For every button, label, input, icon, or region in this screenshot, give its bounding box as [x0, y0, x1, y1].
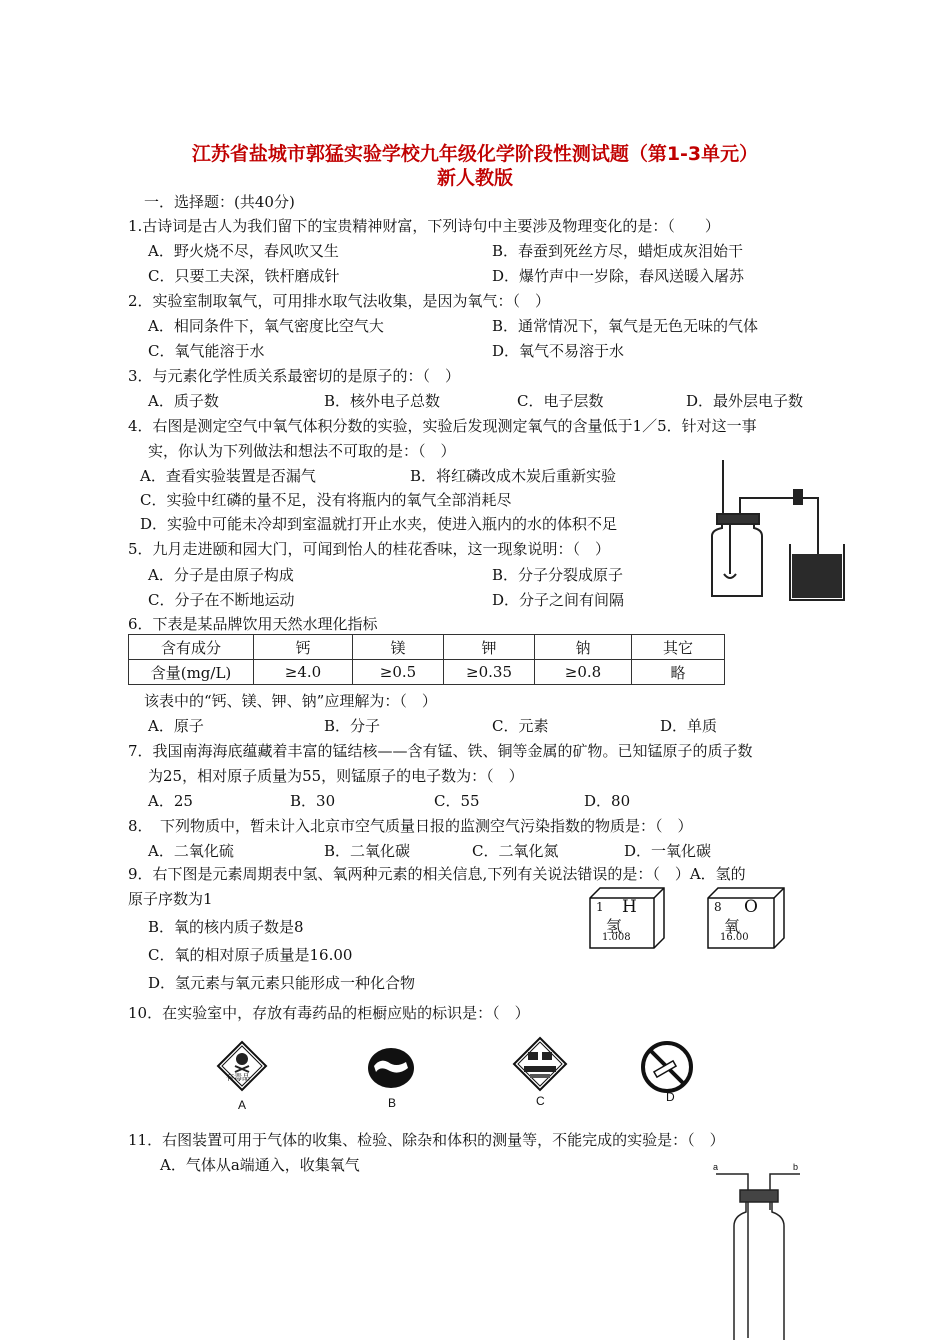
table-header-row — [129, 635, 725, 660]
q8-stem: 8． 下列物质中，暂未计入北京市空气质量日报的监测空气污染指数的物质是：（ ） — [128, 817, 693, 835]
q9-option-d: D．氢元素与氧元素只能形成一种化合物 — [148, 974, 416, 992]
table-cell: 镁 — [353, 635, 444, 660]
page-title: 江苏省盐城市郭猛实验学校九年级化学阶段性测试题（第1-3单元） — [191, 143, 759, 165]
q3-option-c: C．电子层数 — [517, 392, 604, 410]
q7-option-a: A．25 — [148, 792, 193, 810]
element-symbol: H — [622, 897, 637, 917]
sign-label-a: A — [238, 1098, 247, 1112]
q1-stem: 1.古诗词是古人为我们留下的宝贵精神财富，下列诗句中主要涉及物理变化的是：（ ） — [128, 217, 720, 235]
element-name: 氢 — [606, 917, 623, 936]
sign-label-c: C — [536, 1094, 545, 1108]
q2-option-c: C．氧气能溶于水 — [148, 342, 265, 360]
q6-follow: 该表中的“钙、镁、钾、钠”应理解为：（ ） — [144, 692, 437, 710]
element-number: 8 — [714, 900, 722, 914]
q1-option-b: B．春蚕到死丝方尽，蜡炬成灰泪始干 — [492, 242, 744, 260]
q4-stem-line2: 实，你认为下列做法和想法不可取的是：（ ） — [148, 442, 456, 460]
table-cell: ≥4.0 — [254, 660, 353, 685]
toxic-sign-icon — [216, 1040, 268, 1092]
q3-option-d: D．最外层电子数 — [686, 392, 804, 410]
q9-option-c: C．氧的相对原子质量是16.00 — [148, 946, 353, 964]
q2-option-d: D．氧气不易溶于水 — [492, 342, 625, 360]
q7-option-c: C．55 — [434, 792, 480, 810]
q5-option-a: A．分子是由原子构成 — [148, 566, 294, 584]
q3-stem: 3．与元素化学性质关系最密切的是原子的：（ ） — [128, 367, 461, 385]
element-cell-hydrogen — [588, 886, 666, 952]
q4-option-a: A．查看实验装置是否漏气 — [140, 467, 316, 485]
q5-option-d: D．分子之间有间隔 — [492, 591, 625, 609]
table-row — [129, 660, 725, 685]
sign-label-b: B — [388, 1096, 397, 1110]
toxic-sign-text: 有毒品 — [226, 1073, 250, 1082]
q5-option-c: C．分子在不断地运动 — [148, 591, 295, 609]
q8-option-b: B．二氧化碳 — [324, 842, 411, 860]
q8-option-a: A．二氧化硫 — [148, 842, 234, 860]
table-cell: 含量(mg/L) — [129, 660, 254, 685]
q5-option-b: B．分子分裂成原子 — [492, 566, 624, 584]
q10-stem: 10．在实验室中，存放有毒药品的柜橱应贴的标识是：（ ） — [128, 1004, 530, 1022]
q11-stem: 11．右图装置可用于气体的收集、检验、除杂和体积的测量等，不能完成的实验是：（ ） — [128, 1131, 725, 1149]
q4-option-b: B．将红磷改成木炭后重新实验 — [410, 467, 617, 485]
q11-option-a: A．气体从a端通入，收集氧气 — [160, 1156, 360, 1174]
q7-option-b: B．30 — [290, 792, 336, 810]
q8-option-c: C．二氧化氮 — [472, 842, 559, 860]
port-a-label: a — [713, 1162, 719, 1172]
section-heading: 一．选择题：(共40分) — [144, 193, 295, 211]
page-subtitle: 新人教版 — [436, 167, 513, 189]
sign-label-d: D — [666, 1090, 675, 1104]
table-cell: 钠 — [535, 635, 632, 660]
element-number: 1 — [596, 900, 604, 914]
port-b-label: b — [793, 1162, 799, 1172]
q1-option-c: C．只要工夫深，铁杆磨成针 — [148, 267, 340, 285]
q4-option-c: C．实验中红磷的量不足，没有将瓶内的氧气全部消耗尽 — [140, 491, 512, 509]
q9-option-b: B．氧的核内质子数是8 — [148, 918, 304, 936]
sign-b-icon — [366, 1046, 416, 1090]
q2-option-a: A．相同条件下，氧气密度比空气大 — [148, 317, 384, 335]
table-cell: 略 — [632, 660, 725, 685]
q2-option-b: B．通常情况下，氧气是无色无味的气体 — [492, 317, 759, 335]
element-name: 氧 — [724, 917, 741, 936]
element-mass: 1.008 — [602, 932, 631, 943]
q9-stem-line2: 原子序数为1 — [128, 890, 213, 908]
q3-option-b: B．核外电子总数 — [324, 392, 441, 410]
table-cell: 含有成分 — [129, 635, 254, 660]
table-cell: ≥0.35 — [444, 660, 535, 685]
q7-stem-line1: 7．我国南海海底蕴藏着丰富的锰结核——含有锰、铁、铜等金属的矿物。已知锰原子的质子数 — [128, 742, 753, 760]
table-cell: 钙 — [254, 635, 353, 660]
q4-option-d: D．实验中可能未冷却到室温就打开止水夹，使进入瓶内的水的体积不足 — [140, 515, 618, 533]
corrosive-sign-icon — [512, 1036, 568, 1092]
q6-option-b: B．分子 — [324, 717, 381, 735]
table-cell: 其它 — [632, 635, 725, 660]
element-mass: 16.00 — [720, 932, 749, 943]
q8-option-d: D．一氧化碳 — [624, 842, 712, 860]
element-symbol: O — [744, 897, 758, 917]
q7-option-d: D．80 — [584, 792, 631, 810]
q4-stem-line1: 4．右图是测定空气中氧气体积分数的实验，实验后发现测定氧气的含量低于1／5．针对这一事 — [128, 417, 757, 435]
q1-option-d: D．爆竹声中一岁除，春风送暖入屠苏 — [492, 267, 745, 285]
q2-stem: 2．实验室制取氧气，可用排水取气法收集，是因为氧气：（ ） — [128, 292, 551, 310]
table-cell: 钾 — [444, 635, 535, 660]
table-cell: ≥0.8 — [535, 660, 632, 685]
oxygen-measurement-apparatus — [702, 456, 852, 606]
q6-option-d: D．单质 — [660, 717, 718, 735]
q5-stem: 5．九月走进颐和园大门，可闻到怡人的桂花香味，这一现象说明：（ ） — [128, 540, 611, 558]
gas-bottle-apparatus — [710, 1160, 810, 1340]
table-cell: ≥0.5 — [353, 660, 444, 685]
q7-stem-line2: 为25，相对原子质量为55，则锰原子的电子数为：（ ） — [148, 767, 524, 785]
no-smoking-sign-icon — [640, 1040, 694, 1094]
q3-option-a: A．质子数 — [148, 392, 219, 410]
q6-stem: 6．下表是某品牌饮用天然水理化指标 — [128, 615, 378, 633]
q6-option-c: C．元素 — [492, 717, 549, 735]
q6-option-a: A．原子 — [148, 717, 204, 735]
q9-stem-line1: 9．右下图是元素周期表中氢、氧两种元素的相关信息,下列有关说法错误的是：（ ）A．氢的 — [128, 865, 746, 883]
element-cell-oxygen — [706, 886, 786, 952]
q1-option-a: A．野火烧不尽，春风吹又生 — [148, 242, 339, 260]
water-index-table — [128, 634, 725, 685]
